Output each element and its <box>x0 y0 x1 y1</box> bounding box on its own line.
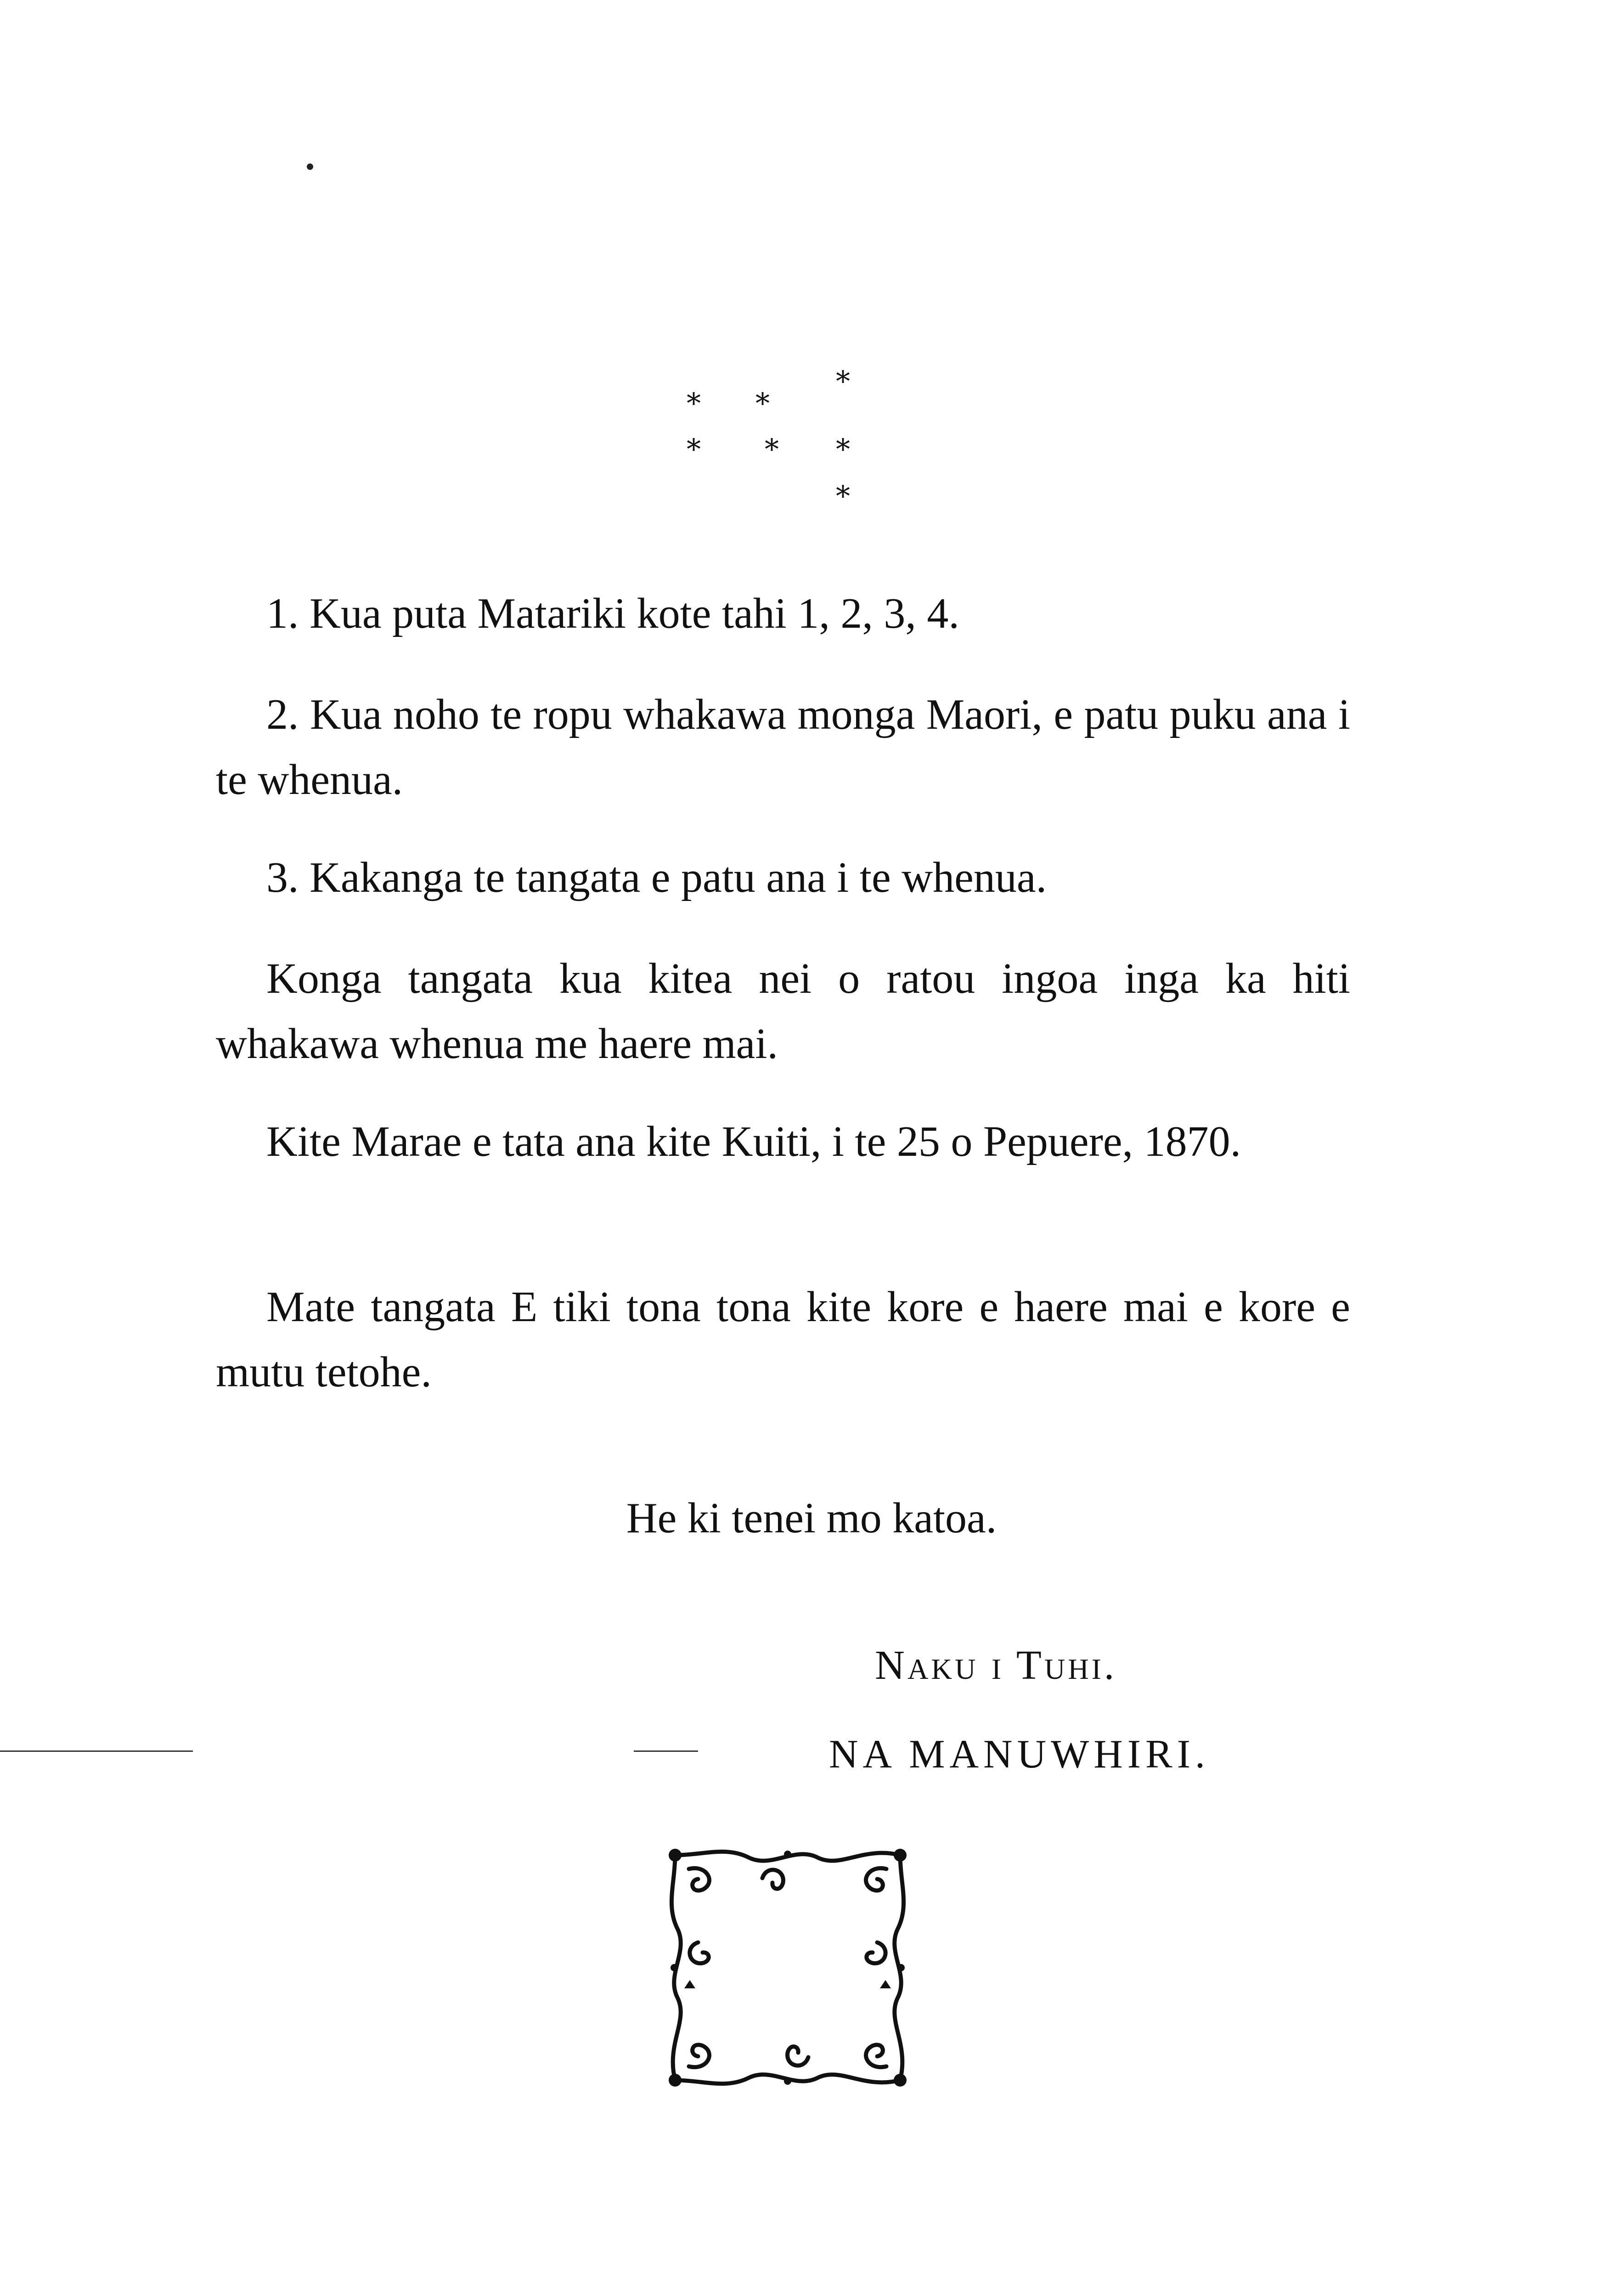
paragraph-kite-marae: Kite Marae e tata ana kite Kuiti, i te 25 o Pepuere, 1870. <box>266 1118 1241 1165</box>
scan-mark-left <box>0 1750 193 1752</box>
asterisk: * <box>836 365 850 398</box>
paragraph-mate-tangata: Mate tangata E tiki tona tona kite kore e haere mai e kore e mutu tetohe. <box>216 1283 1350 1396</box>
asterisk: * <box>687 387 701 420</box>
asterism <box>0 0 1623 551</box>
asterisk: * <box>687 433 701 466</box>
signature-writer: Naku i Tuhi. <box>875 1643 1117 1688</box>
signature-line-1 <box>875 1642 1117 1689</box>
asterisk: * <box>836 433 850 466</box>
item-2: 2. Kua noho te ropu whakawa monga Maori, e patu puku ana i te whenua. <box>216 691 1350 804</box>
asterisk: * <box>765 433 779 466</box>
asterisk: * <box>755 387 770 420</box>
asterisk: * <box>836 479 850 513</box>
item-1: 1. Kua puta Matariki kote tahi 1, 2, 3, 4. <box>266 590 959 637</box>
ornament-scroll-icon <box>657 1837 919 2099</box>
closing-line: He ki tenei mo katoa. <box>626 1494 997 1542</box>
paragraph-konga: Konga tangata kua kitea nei o ratou ingoa inga ka hiti whakawa whenua me haere mai. <box>216 955 1350 1068</box>
signature-line-2: NA MANUWHIRI. <box>829 1732 1210 1777</box>
scan-mark-right <box>634 1750 698 1752</box>
item-3: 3. Kakanga te tangata e patu ana i te whenua. <box>266 854 1047 901</box>
